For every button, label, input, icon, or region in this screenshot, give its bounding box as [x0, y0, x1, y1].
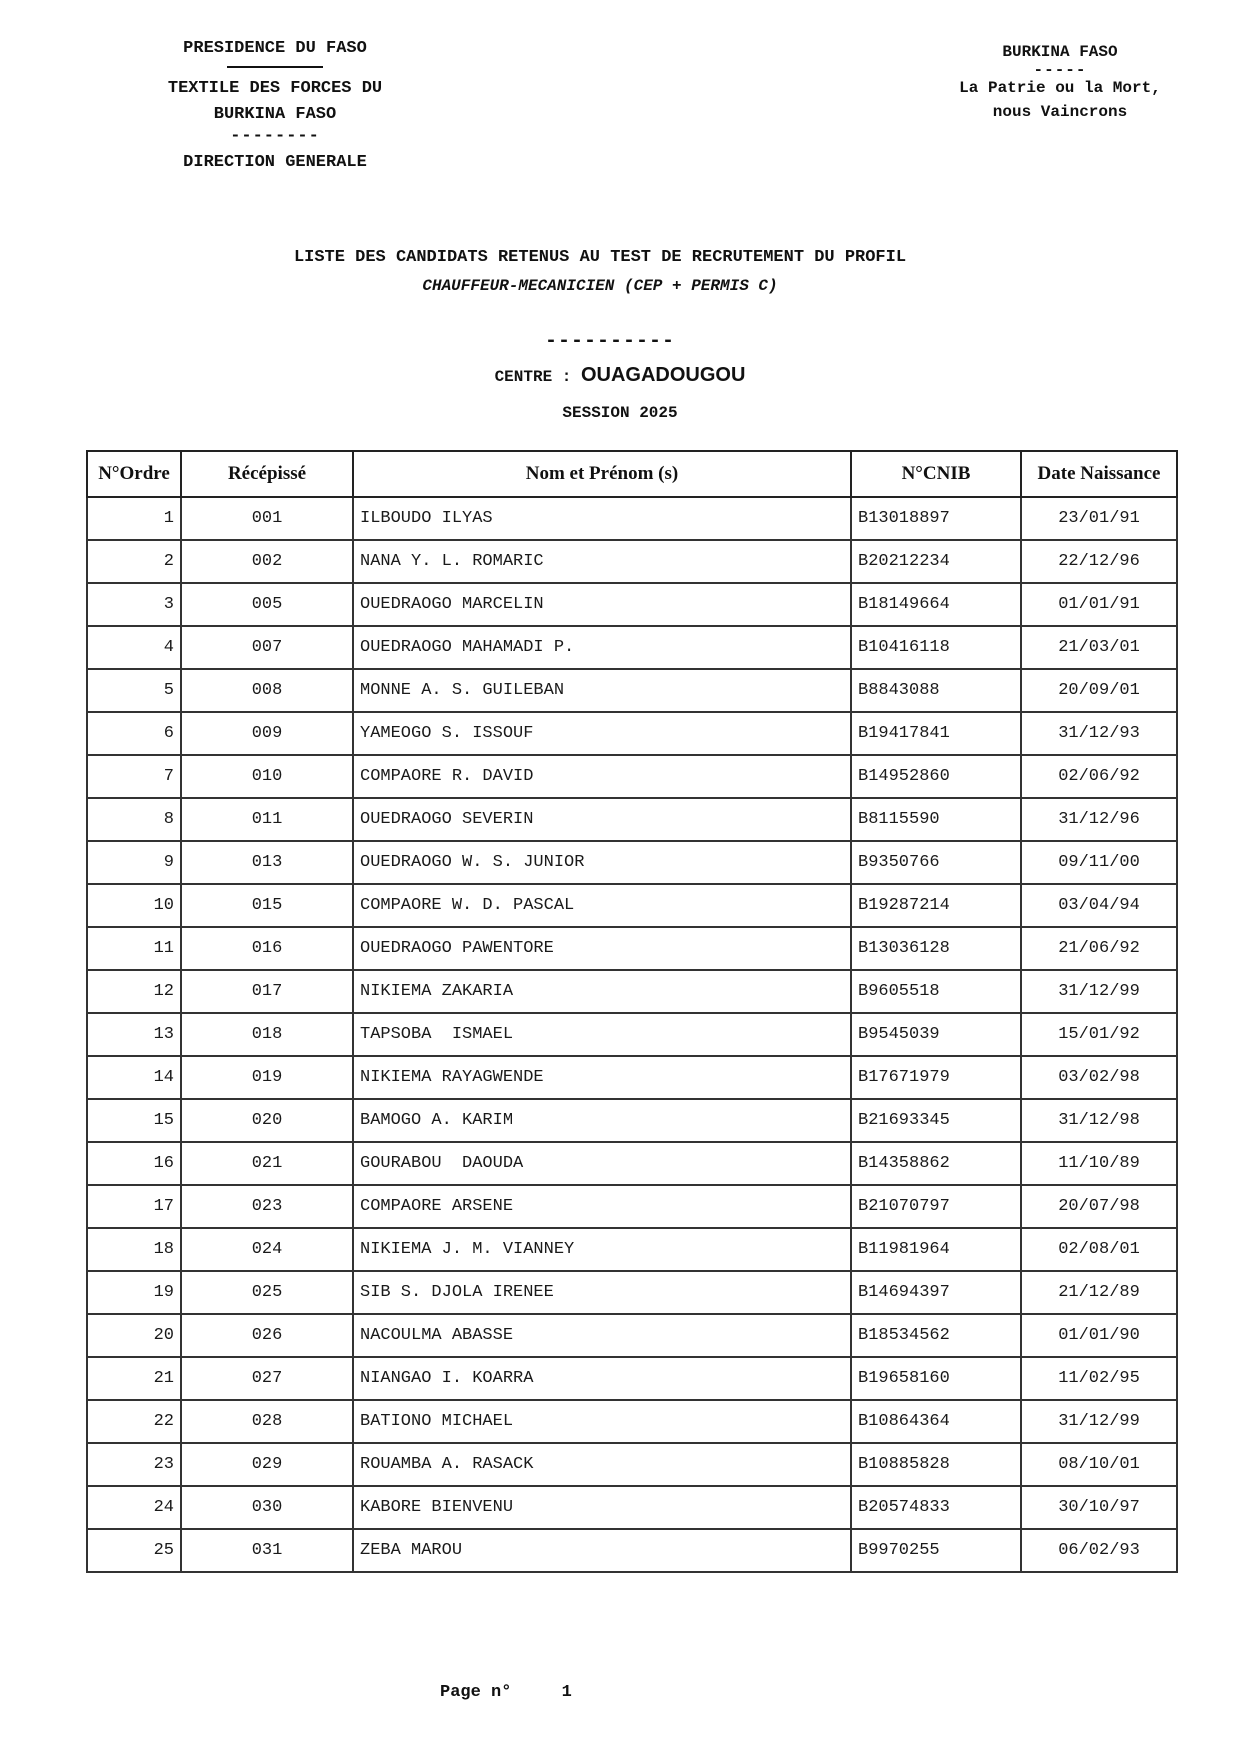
cell-date: 02/06/92 [1021, 755, 1177, 798]
cell-ordre: 23 [87, 1443, 181, 1486]
title-dashes: ---------- [544, 330, 676, 353]
cell-date: 31/12/96 [1021, 798, 1177, 841]
cell-ordre: 11 [87, 927, 181, 970]
cell-cnib: B21070797 [851, 1185, 1021, 1228]
table-row [87, 1486, 1177, 1529]
motto-line-2: nous Vaincrons [992, 103, 1128, 121]
header-recepisse: Récépissé [181, 451, 353, 497]
cell-cnib: B17671979 [851, 1056, 1021, 1099]
cell-nom: COMPAORE W. D. PASCAL [353, 884, 851, 927]
cell-date: 01/01/90 [1021, 1314, 1177, 1357]
cell-date: 31/12/99 [1021, 1400, 1177, 1443]
cell-date: 15/01/92 [1021, 1013, 1177, 1056]
motto-line-1: La Patrie ou la Mort, [959, 79, 1161, 97]
table-row [87, 970, 1177, 1013]
table-row [87, 1185, 1177, 1228]
cell-nom: NACOULMA ABASSE [353, 1314, 851, 1357]
cell-ordre: 7 [87, 755, 181, 798]
cell-nom: ROUAMBA A. RASACK [353, 1443, 851, 1486]
document-title: LISTE DES CANDIDATS RETENUS AU TEST DE RECRUTEMENT DU PROFIL [293, 248, 907, 267]
cell-nom: OUEDRAOGO PAWENTORE [353, 927, 851, 970]
cell-date: 31/12/98 [1021, 1099, 1177, 1142]
cell-recepisse: 017 [181, 970, 353, 1013]
cell-ordre: 16 [87, 1142, 181, 1185]
table-row [87, 1271, 1177, 1314]
centre-label: CENTRE : [494, 368, 572, 386]
cell-nom: OUEDRAOGO MAHAMADI P. [353, 626, 851, 669]
cell-cnib: B10416118 [851, 626, 1021, 669]
cell-cnib: B11981964 [851, 1228, 1021, 1271]
table-row [87, 626, 1177, 669]
cell-ordre: 21 [87, 1357, 181, 1400]
cell-recepisse: 029 [181, 1443, 353, 1486]
cell-recepisse: 023 [181, 1185, 353, 1228]
cell-date: 03/02/98 [1021, 1056, 1177, 1099]
cell-cnib: B10864364 [851, 1400, 1021, 1443]
table-row [87, 1013, 1177, 1056]
cell-nom: OUEDRAOGO MARCELIN [353, 583, 851, 626]
cell-recepisse: 001 [181, 497, 353, 540]
cell-date: 20/09/01 [1021, 669, 1177, 712]
country-dashes: ----- [1033, 61, 1087, 79]
cell-cnib: B14952860 [851, 755, 1021, 798]
cell-nom: MONNE A. S. GUILEBAN [353, 669, 851, 712]
issuer-rule [227, 66, 323, 68]
cell-nom: NIANGAO I. KOARRA [353, 1357, 851, 1400]
page-label: Page n° [440, 1683, 512, 1702]
cell-recepisse: 028 [181, 1400, 353, 1443]
centre-line [400, 362, 840, 390]
cell-recepisse: 025 [181, 1271, 353, 1314]
cell-date: 21/12/89 [1021, 1271, 1177, 1314]
cell-nom: NIKIEMA J. M. VIANNEY [353, 1228, 851, 1271]
cell-ordre: 13 [87, 1013, 181, 1056]
cell-recepisse: 008 [181, 669, 353, 712]
candidates-table [86, 450, 1178, 1573]
cell-date: 03/04/94 [1021, 884, 1177, 927]
cell-ordre: 4 [87, 626, 181, 669]
cell-cnib: B9970255 [851, 1529, 1021, 1572]
country-name: BURKINA FASO [1002, 43, 1118, 61]
cell-date: 23/01/91 [1021, 497, 1177, 540]
cell-ordre: 5 [87, 669, 181, 712]
cell-ordre: 1 [87, 497, 181, 540]
table-row [87, 1099, 1177, 1142]
cell-ordre: 18 [87, 1228, 181, 1271]
cell-date: 21/03/01 [1021, 626, 1177, 669]
header-nom: Nom et Prénom (s) [353, 451, 851, 497]
page-footer [440, 1683, 640, 1702]
cell-cnib: B9350766 [851, 841, 1021, 884]
issuer-line-presidence: PRESIDENCE DU FASO [183, 39, 367, 58]
cell-recepisse: 002 [181, 540, 353, 583]
cell-cnib: B13018897 [851, 497, 1021, 540]
cell-nom: BATIONO MICHAEL [353, 1400, 851, 1443]
cell-ordre: 17 [87, 1185, 181, 1228]
table-header-row [87, 451, 1177, 497]
cell-nom: COMPAORE R. DAVID [353, 755, 851, 798]
cell-ordre: 10 [87, 884, 181, 927]
cell-ordre: 15 [87, 1099, 181, 1142]
cell-nom: BAMOGO A. KARIM [353, 1099, 851, 1142]
cell-ordre: 3 [87, 583, 181, 626]
header-ordre: N°Ordre [87, 451, 181, 497]
cell-recepisse: 021 [181, 1142, 353, 1185]
issuer-line-textile: TEXTILE DES FORCES DU [167, 79, 383, 98]
issuer-line-direction: DIRECTION GENERALE [183, 153, 367, 172]
cell-recepisse: 020 [181, 1099, 353, 1142]
issuer-header [110, 36, 440, 176]
cell-cnib: B19417841 [851, 712, 1021, 755]
cell-date: 11/02/95 [1021, 1357, 1177, 1400]
table-row [87, 755, 1177, 798]
cell-ordre: 19 [87, 1271, 181, 1314]
cell-date: 11/10/89 [1021, 1142, 1177, 1185]
cell-cnib: B19658160 [851, 1357, 1021, 1400]
cell-cnib: B9545039 [851, 1013, 1021, 1056]
session-line: SESSION 2025 [562, 404, 678, 422]
cell-date: 08/10/01 [1021, 1443, 1177, 1486]
table-row [87, 1357, 1177, 1400]
table-row [87, 1529, 1177, 1572]
page-number: 1 [561, 1683, 572, 1702]
cell-ordre: 2 [87, 540, 181, 583]
cell-recepisse: 005 [181, 583, 353, 626]
cell-date: 30/10/97 [1021, 1486, 1177, 1529]
table-row [87, 927, 1177, 970]
cell-nom: OUEDRAOGO SEVERIN [353, 798, 851, 841]
cell-date: 06/02/93 [1021, 1529, 1177, 1572]
cell-cnib: B14358862 [851, 1142, 1021, 1185]
cell-ordre: 14 [87, 1056, 181, 1099]
cell-recepisse: 009 [181, 712, 353, 755]
cell-cnib: B20212234 [851, 540, 1021, 583]
cell-nom: ILBOUDO ILYAS [353, 497, 851, 540]
cell-date: 31/12/99 [1021, 970, 1177, 1013]
table-row [87, 1400, 1177, 1443]
table-row [87, 884, 1177, 927]
table-row [87, 1443, 1177, 1486]
cell-nom: NIKIEMA RAYAGWENDE [353, 1056, 851, 1099]
cell-nom: GOURABOU DAOUDA [353, 1142, 851, 1185]
cell-cnib: B10885828 [851, 1443, 1021, 1486]
cell-nom: ZEBA MAROU [353, 1529, 851, 1572]
country-header [940, 40, 1180, 124]
cell-cnib: B9605518 [851, 970, 1021, 1013]
cell-recepisse: 015 [181, 884, 353, 927]
cell-ordre: 24 [87, 1486, 181, 1529]
table-row [87, 798, 1177, 841]
cell-recepisse: 027 [181, 1357, 353, 1400]
cell-date: 22/12/96 [1021, 540, 1177, 583]
cell-cnib: B19287214 [851, 884, 1021, 927]
cell-cnib: B8115590 [851, 798, 1021, 841]
cell-date: 31/12/93 [1021, 712, 1177, 755]
cell-cnib: B8843088 [851, 669, 1021, 712]
cell-recepisse: 018 [181, 1013, 353, 1056]
cell-ordre: 20 [87, 1314, 181, 1357]
cell-cnib: B18149664 [851, 583, 1021, 626]
cell-nom: COMPAORE ARSENE [353, 1185, 851, 1228]
cell-date: 09/11/00 [1021, 841, 1177, 884]
cell-recepisse: 011 [181, 798, 353, 841]
table-row [87, 712, 1177, 755]
cell-recepisse: 031 [181, 1529, 353, 1572]
cell-recepisse: 026 [181, 1314, 353, 1357]
cell-recepisse: 007 [181, 626, 353, 669]
cell-nom: SIB S. DJOLA IRENEE [353, 1271, 851, 1314]
cell-ordre: 6 [87, 712, 181, 755]
cell-ordre: 25 [87, 1529, 181, 1572]
cell-date: 02/08/01 [1021, 1228, 1177, 1271]
issuer-dashes: -------- [230, 127, 320, 146]
cell-date: 21/06/92 [1021, 927, 1177, 970]
cell-ordre: 12 [87, 970, 181, 1013]
cell-nom: TAPSOBA ISMAEL [353, 1013, 851, 1056]
cell-nom: NIKIEMA ZAKARIA [353, 970, 851, 1013]
cell-nom: KABORE BIENVENU [353, 1486, 851, 1529]
cell-cnib: B21693345 [851, 1099, 1021, 1142]
table-row [87, 497, 1177, 540]
cell-date: 20/07/98 [1021, 1185, 1177, 1228]
document-subtitle: CHAUFFEUR-MECANICIEN (CEP + PERMIS C) [422, 277, 778, 295]
table-row [87, 841, 1177, 884]
cell-recepisse: 024 [181, 1228, 353, 1271]
issuer-line-burkina: BURKINA FASO [213, 105, 337, 124]
cell-cnib: B14694397 [851, 1271, 1021, 1314]
table-row [87, 1056, 1177, 1099]
cell-recepisse: 013 [181, 841, 353, 884]
cell-recepisse: 016 [181, 927, 353, 970]
table-row [87, 669, 1177, 712]
table-row [87, 540, 1177, 583]
cell-cnib: B18534562 [851, 1314, 1021, 1357]
cell-cnib: B13036128 [851, 927, 1021, 970]
cell-nom: OUEDRAOGO W. S. JUNIOR [353, 841, 851, 884]
table-row [87, 1228, 1177, 1271]
table-body [87, 497, 1177, 1572]
cell-cnib: B20574833 [851, 1486, 1021, 1529]
header-date: Date Naissance [1021, 451, 1177, 497]
cell-ordre: 9 [87, 841, 181, 884]
table-row [87, 1142, 1177, 1185]
cell-recepisse: 019 [181, 1056, 353, 1099]
cell-recepisse: 030 [181, 1486, 353, 1529]
cell-ordre: 22 [87, 1400, 181, 1443]
cell-nom: YAMEOGO S. ISSOUF [353, 712, 851, 755]
cell-recepisse: 010 [181, 755, 353, 798]
cell-nom: NANA Y. L. ROMARIC [353, 540, 851, 583]
header-cnib: N°CNIB [851, 451, 1021, 497]
cell-date: 01/01/91 [1021, 583, 1177, 626]
centre-value: OUAGADOUGOU [580, 364, 746, 386]
cell-ordre: 8 [87, 798, 181, 841]
table-row [87, 583, 1177, 626]
table-row [87, 1314, 1177, 1357]
